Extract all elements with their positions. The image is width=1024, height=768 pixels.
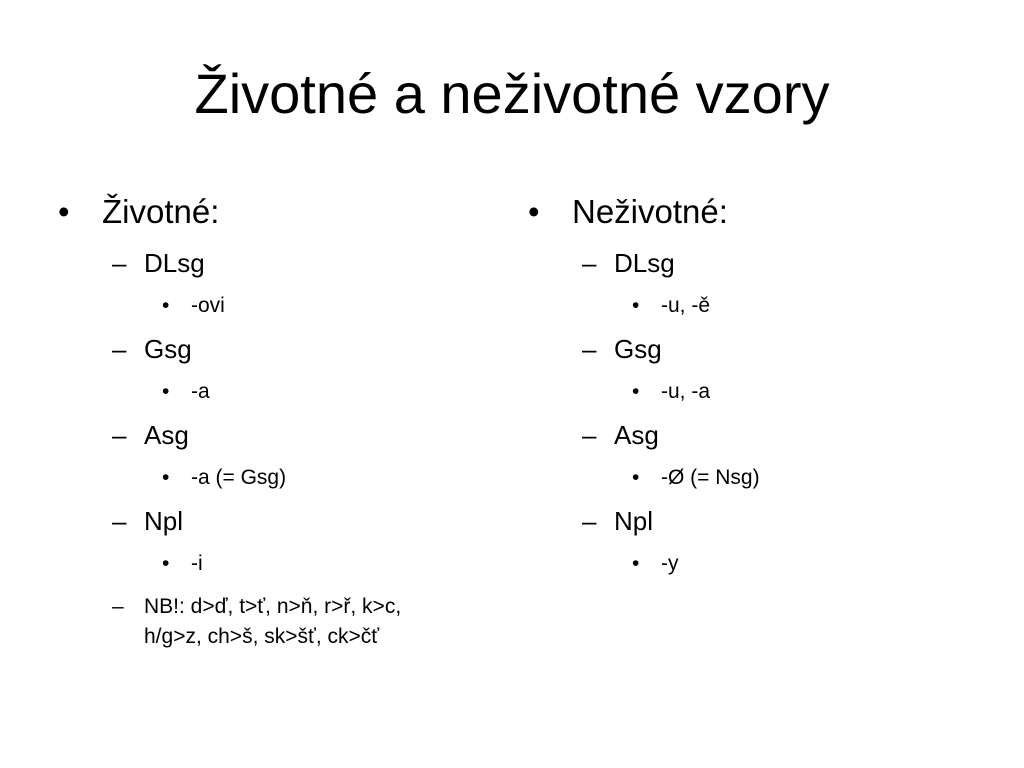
dash-icon: –	[582, 506, 597, 536]
sub-item-dlsg	[528, 246, 978, 280]
heading-inanimate-label: Neživotné:	[572, 193, 728, 230]
ending-item	[528, 378, 978, 406]
sub-item-label: DLsg	[614, 248, 675, 278]
ending-value: -u, -a	[661, 380, 711, 403]
dash-icon: –	[112, 248, 127, 278]
sub-item-label: Gsg	[614, 334, 662, 364]
bullet-icon: •	[528, 193, 540, 230]
ending-value: -a (= Gsg)	[191, 466, 287, 489]
sub-item-label: Npl	[614, 506, 654, 536]
bullet-icon: •	[632, 380, 640, 403]
ending-value: -ovi	[191, 294, 225, 317]
sub-item-gsg	[528, 332, 978, 366]
heading-animate	[58, 190, 508, 234]
note-line-2: h/g>z, ch>š, sk>šť, ck>čť	[144, 625, 380, 648]
column-animate	[58, 190, 508, 652]
sub-item-dlsg	[58, 246, 508, 280]
slide-title: Životné a neživotné vzory	[194, 62, 830, 125]
sub-item-label: Gsg	[144, 334, 192, 364]
heading-animate-label: Životné:	[102, 193, 220, 230]
note-line-1: NB!: d>ď, t>ť, n>ň, r>ř, k>c,	[144, 595, 402, 618]
dash-icon: –	[112, 420, 127, 450]
sub-item-label: DLsg	[144, 248, 205, 278]
dash-icon: –	[582, 420, 597, 450]
sub-item-gsg	[58, 332, 508, 366]
sub-item-label: Asg	[614, 420, 659, 450]
sound-change-note	[58, 592, 508, 652]
dash-icon: –	[112, 334, 127, 364]
ending-value: -y	[661, 552, 679, 575]
ending-item	[58, 292, 508, 320]
dash-icon: –	[582, 334, 597, 364]
bullet-icon: •	[632, 466, 640, 489]
ending-value: -u, -ě	[661, 294, 711, 317]
sub-item-label: Asg	[144, 420, 189, 450]
dash-icon: –	[112, 506, 127, 536]
column-inanimate	[528, 190, 978, 578]
bullet-icon: •	[162, 380, 170, 403]
ending-value: -i	[191, 552, 203, 575]
dash-icon: –	[582, 248, 597, 278]
sub-item-npl	[528, 504, 978, 538]
ending-item	[58, 550, 508, 578]
bullet-icon: •	[632, 552, 640, 575]
ending-item	[528, 550, 978, 578]
sub-item-label: Npl	[144, 506, 184, 536]
bullet-icon: •	[632, 294, 640, 317]
dash-icon: –	[112, 595, 124, 618]
bullet-icon: •	[162, 552, 170, 575]
ending-item	[528, 464, 978, 492]
sub-item-npl	[58, 504, 508, 538]
ending-value: -a	[191, 380, 210, 403]
ending-item	[58, 464, 508, 492]
bullet-icon: •	[162, 294, 170, 317]
ending-item	[528, 292, 978, 320]
ending-item	[58, 378, 508, 406]
heading-inanimate	[528, 190, 978, 234]
bullet-icon: •	[162, 466, 170, 489]
ending-value: -Ø (= Nsg)	[661, 466, 760, 489]
sub-item-asg	[58, 418, 508, 452]
sub-item-asg	[528, 418, 978, 452]
bullet-icon: •	[58, 193, 70, 230]
